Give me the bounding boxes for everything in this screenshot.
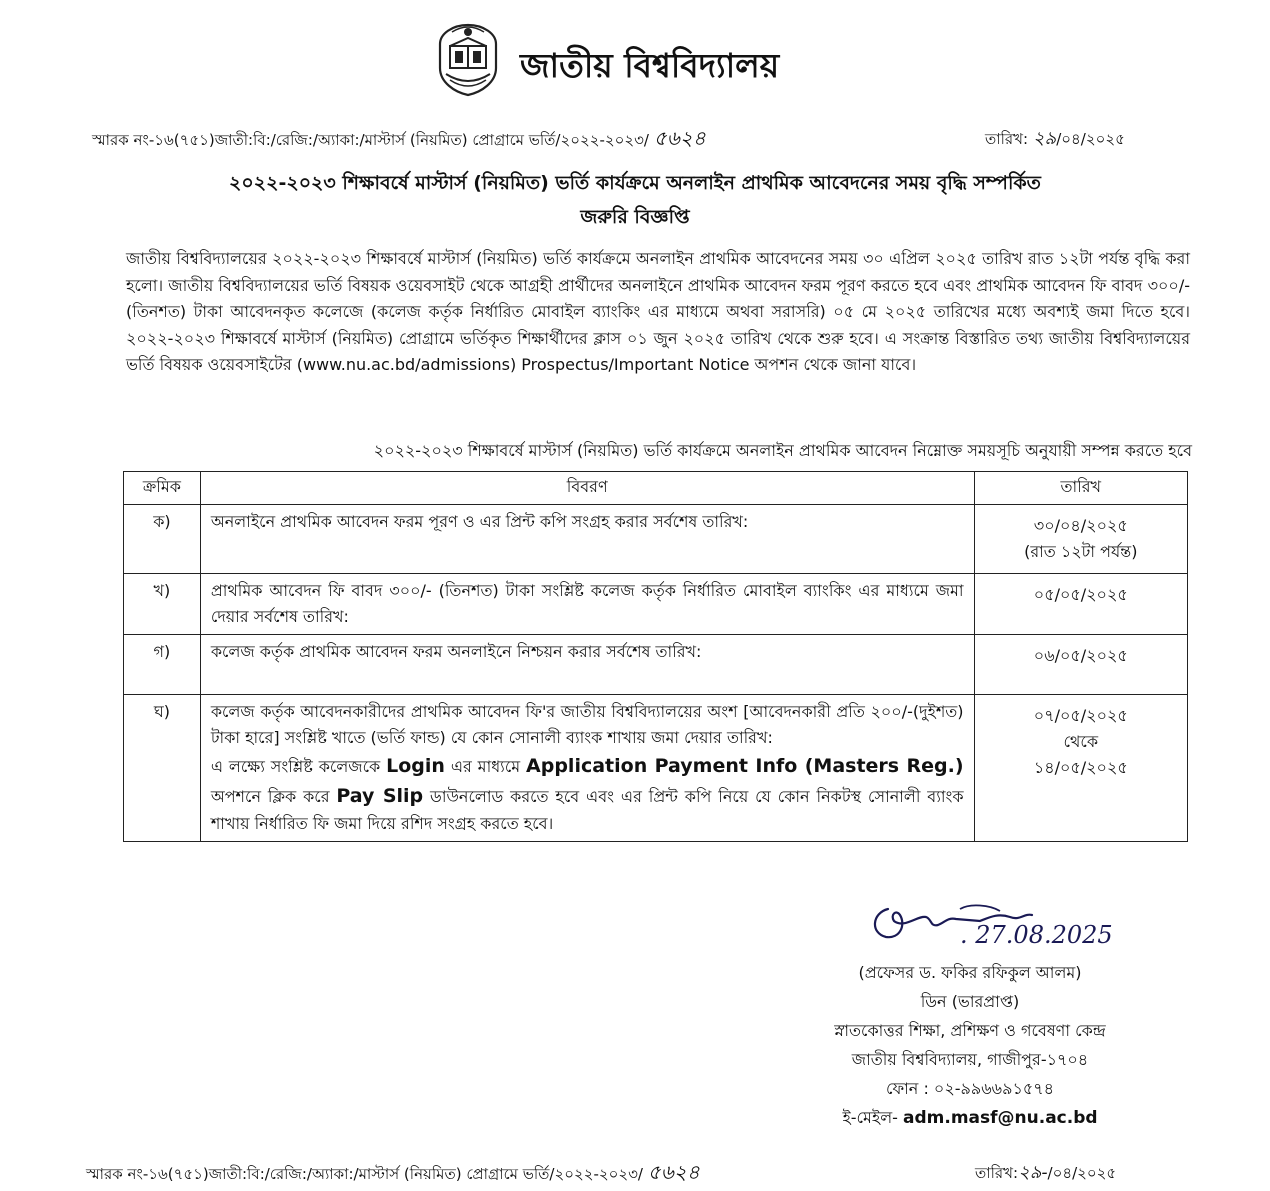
date-rest: /০৪/২০২৫: [1047, 1164, 1117, 1182]
row-date-line1: ৩০/০৪/২০২৫: [1033, 516, 1128, 535]
desc-text: ডাউনলোড করতে হবে এবং এর প্রিন্ট কপি নিয়ে যে কোন নিকটস্থ সোনালী ব্যাংক শাখায় নির্ধারিত ফি জমা দিয়ে রশিদ সংগ্রহ করতে হবে।: [210, 787, 964, 833]
email-link[interactable]: adm.masf@nu.ac.bd: [903, 1108, 1098, 1128]
signatory-designation: ডিন (ভারপ্রাপ্ত): [920, 992, 1020, 1011]
desc-text: এর মাধ্যমে: [444, 757, 527, 776]
row-date-line2: (রাত ১২টা পর্যন্ত): [1024, 542, 1138, 561]
memo-reference-bottom: [86, 1158, 700, 1191]
table-row: [124, 695, 1188, 842]
signatory-email-line: [790, 1103, 1150, 1133]
row-date-line1: ০৬/০৫/২০২৫: [1033, 646, 1128, 665]
notice-title-line1: ২০২২-২০২৩ শিক্ষাবর্ষে মাস্টার্স (নিয়মিত) ভর্তি কার্যক্রমে অনলাইন প্রাথমিক আবেদনের সময় বৃদ্ধি সম্পর্কিত: [229, 172, 1041, 194]
signatory-address: জাতীয় বিশ্ববিদ্যালয়, গাজীপুর-১৭০৪: [851, 1050, 1089, 1069]
header-description: বিবরণ: [200, 472, 974, 505]
signatory-name: (প্রফেসর ড. ফকির রফিকুল আলম): [858, 963, 1082, 982]
row-date-line2: থেকে: [1063, 732, 1099, 751]
date-label: তারিখ:: [975, 1164, 1019, 1182]
email-label: ই-মেইল-: [842, 1108, 904, 1127]
table-header-row: [124, 472, 1188, 505]
memo-reference-top: [92, 124, 706, 157]
notice-title-line2: জরুরি বিজ্ঞপ্তি: [580, 206, 690, 228]
memo-number-handwritten: ৫৬২৪: [647, 1160, 700, 1184]
memo-date-top: [985, 124, 1125, 155]
row-description: [200, 695, 974, 842]
row-date-line1: ০৭/০৫/২০২৫: [1033, 706, 1128, 725]
row-serial: গ): [124, 635, 201, 695]
row-serial: ঘ): [124, 695, 201, 842]
university-seal-icon: [432, 22, 504, 98]
memo-date-bottom: [975, 1158, 1116, 1189]
memo-text: স্মারক নং-১৬(৭৫১)জাতী:বি:/রেজি:/অ্যাকা:/মাস্টার্স (নিয়মিত) প্রোগ্রামে ভর্তি/২০২২-২০২৩/: [92, 131, 649, 149]
row-description-part1: কলেজ কর্তৃক আবেদনকারীদের প্রাথমিক আবেদন ফি'র জাতীয় বিশ্ববিদ্যালয়ের অংশ [আবেদনকারী প্রতি ২০০/-(দুইশত) টাকা হারে] সংশ্লিষ্ট খাতে (ভর্তি ফান্ড) যে কোন সোনালী ব্যাংক শাখায় জমা দেয়ার তারিখ:: [210, 702, 964, 747]
desc-payment-info: Application Payment Info (Masters Reg.): [526, 755, 964, 777]
schedule-table: [123, 471, 1188, 842]
row-serial: খ): [124, 574, 201, 635]
row-description-part2: [211, 751, 964, 837]
table-row: [124, 635, 1188, 695]
signature-block: [860, 895, 1180, 965]
signature-date: . 27.08.2025: [960, 921, 1113, 949]
desc-pay-slip: Pay Slip: [336, 785, 424, 807]
desc-text: এ লক্ষ্যে সংশ্লিষ্ট কলেজকে: [210, 757, 387, 776]
row-date: [974, 574, 1187, 635]
header-date: তারিখ: [974, 472, 1187, 505]
row-serial: ক): [124, 505, 201, 574]
row-description: প্রাথমিক আবেদন ফি বাবদ ৩০০/- (তিনশত) টাকা সংশ্লিষ্ট কলেজ কর্তৃক নির্ধারিত মোবাইল ব্যাংকিং এর মাধ্যমে জমা দেয়ার সর্বশেষ তারিখ:: [200, 574, 974, 635]
row-date-line1: ০৫/০৫/২০২৫: [1033, 585, 1128, 604]
desc-login: Login: [386, 755, 445, 777]
header-serial: ক্রমিক: [124, 472, 201, 505]
university-name: জাতীয় বিশ্ববিদ্যালয়: [520, 46, 780, 85]
memo-text: স্মারক নং-১৬(৭৫১)জাতী:বি:/রেজি:/অ্যাকা:/মাস্টার্স (নিয়মিত) প্রোগ্রামে ভর্তি/২০২২-২০২৩/: [86, 1165, 643, 1183]
date-handwritten: ২৯-: [1018, 1162, 1048, 1183]
memo-number-handwritten: ৫৬২৪: [653, 126, 706, 150]
signatory-phone: ফোন : ০২-৯৯৬৬৯১৫৭৪: [885, 1079, 1055, 1098]
row-date: [974, 505, 1187, 574]
row-date-line3: ১৪/০৫/২০২৫: [1033, 758, 1128, 777]
date-label: তারিখ:: [985, 130, 1029, 148]
row-date: [974, 635, 1187, 695]
signatory-department: স্নাতকোত্তর শিক্ষা, প্রশিক্ষণ ও গবেষণা কেন্দ্র: [834, 1021, 1106, 1040]
notice-title: [60, 166, 1210, 234]
table-row: [124, 505, 1188, 574]
letterhead: [0, 18, 1270, 98]
date-handwritten: ২৯: [1032, 128, 1057, 149]
signatory-block: [790, 958, 1150, 1133]
desc-text: অপশনে ক্লিক করে: [210, 787, 337, 806]
row-description: অনলাইনে প্রাথমিক আবেদন ফরম পূরণ ও এর প্রিন্ট কপি সংগ্রহ করার সর্বশেষ তারিখ:: [200, 505, 974, 574]
schedule-heading: ২০২২-২০২৩ শিক্ষাবর্ষে মাস্টার্স (নিয়মিত) ভর্তি কার্যক্রমে অনলাইন প্রাথমিক আবেদন নিম্নোক্ত সময়সূচি অনুযায়ী সম্পন্ন করতে হবে: [373, 441, 1192, 460]
notice-body: জাতীয় বিশ্ববিদ্যালয়ের ২০২২-২০২৩ শিক্ষাবর্ষে মাস্টার্স (নিয়মিত) ভর্তি কার্যক্রমে অনলাইন প্রাথমিক আবেদনের সময় ৩০ এপ্রিল ২০২৫ তারিখ রাত ১২টা পর্যন্ত বৃদ্ধি করা হলো। জাতীয় বিশ্ববিদ্যালয়ের ভর্তি বিষয়ক ওয়েবসাইট থেকে আগ্রহী প্রার্থীদের অনলাইনে প্রাথমিক আবেদন ফরম পূরণ করতে হবে এবং প্রাথমিক আবেদন ফি বাবদ ৩০০/- (তিনশত) টাকা আবেদনকৃত কলেজে (কলেজ কর্তৃক নির্ধারিত মোবাইল ব্যাংকিং এর মাধ্যমে অথবা সরাসরি) ০৫ মে ২০২৫ তারিখের মধ্যে অবশ্যই জমা দিতে হবে। ২০২২-২০২৩ শিক্ষাবর্ষে মাস্টার্স (নিয়মিত) প্রোগ্রামে ভর্তিকৃত শিক্ষার্থীদের ক্লাস ০১ জুন ২০২৫ তারিখ থেকে শুরু হবে। এ সংক্রান্ত বিস্তারিত তথ্য জাতীয় বিশ্ববিদ্যালয়ের ভর্তি বিষয়ক ওয়েবসাইটের (www.nu.ac.bd/admissions) Prospectus/Important Notice অপশন থেকে জানা যাবে।: [126, 249, 1190, 374]
date-rest: /০৪/২০২৫: [1056, 130, 1125, 148]
table-row: [124, 574, 1188, 635]
row-date: [974, 695, 1187, 842]
row-description: কলেজ কর্তৃক প্রাথমিক আবেদন ফরম অনলাইনে নিশ্চয়ন করার সর্বশেষ তারিখ:: [200, 635, 974, 695]
